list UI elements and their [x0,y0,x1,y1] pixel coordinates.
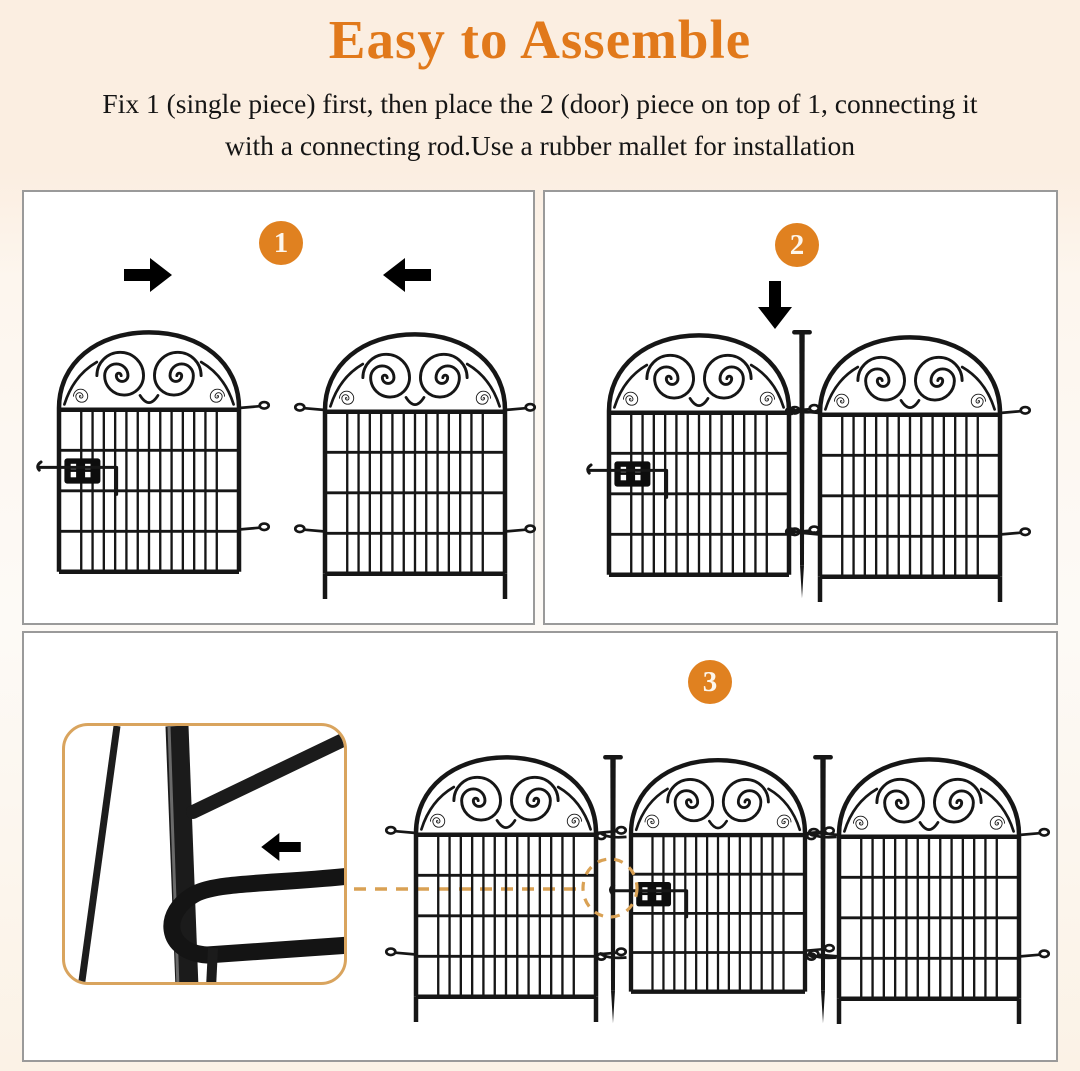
step-2-badge [775,223,819,267]
arrow-right-icon [124,258,172,292]
fence-single-panel [790,337,1029,602]
fence-door-panel [38,332,269,571]
subtitle-line-2: with a connecting rod.Use a rubber mallet for installation [224,130,856,161]
arrow-down-icon [758,281,792,329]
fence-single-panel [809,759,1048,1024]
fence-door-panel [588,335,819,574]
step-1-number: 1 [273,226,289,259]
subtitle-line-1: Fix 1 (single piece) first, then place the 2 (door) piece on top of 1, connecting it [102,88,978,119]
fence-single-panel [295,334,534,599]
step-3-number: 3 [702,665,718,698]
connecting-rod [807,755,836,1023]
page-title: Easy to Assemble [328,9,752,70]
connection-closeup-inset [62,723,347,985]
connection-closeup-photo [65,726,347,985]
step-2-number: 2 [789,228,805,261]
step-3-badge [688,660,732,704]
arrow-left-icon [383,258,431,292]
fence-door-panel [610,760,833,991]
step-1-badge [259,221,303,265]
arrow-left-icon [258,833,304,861]
